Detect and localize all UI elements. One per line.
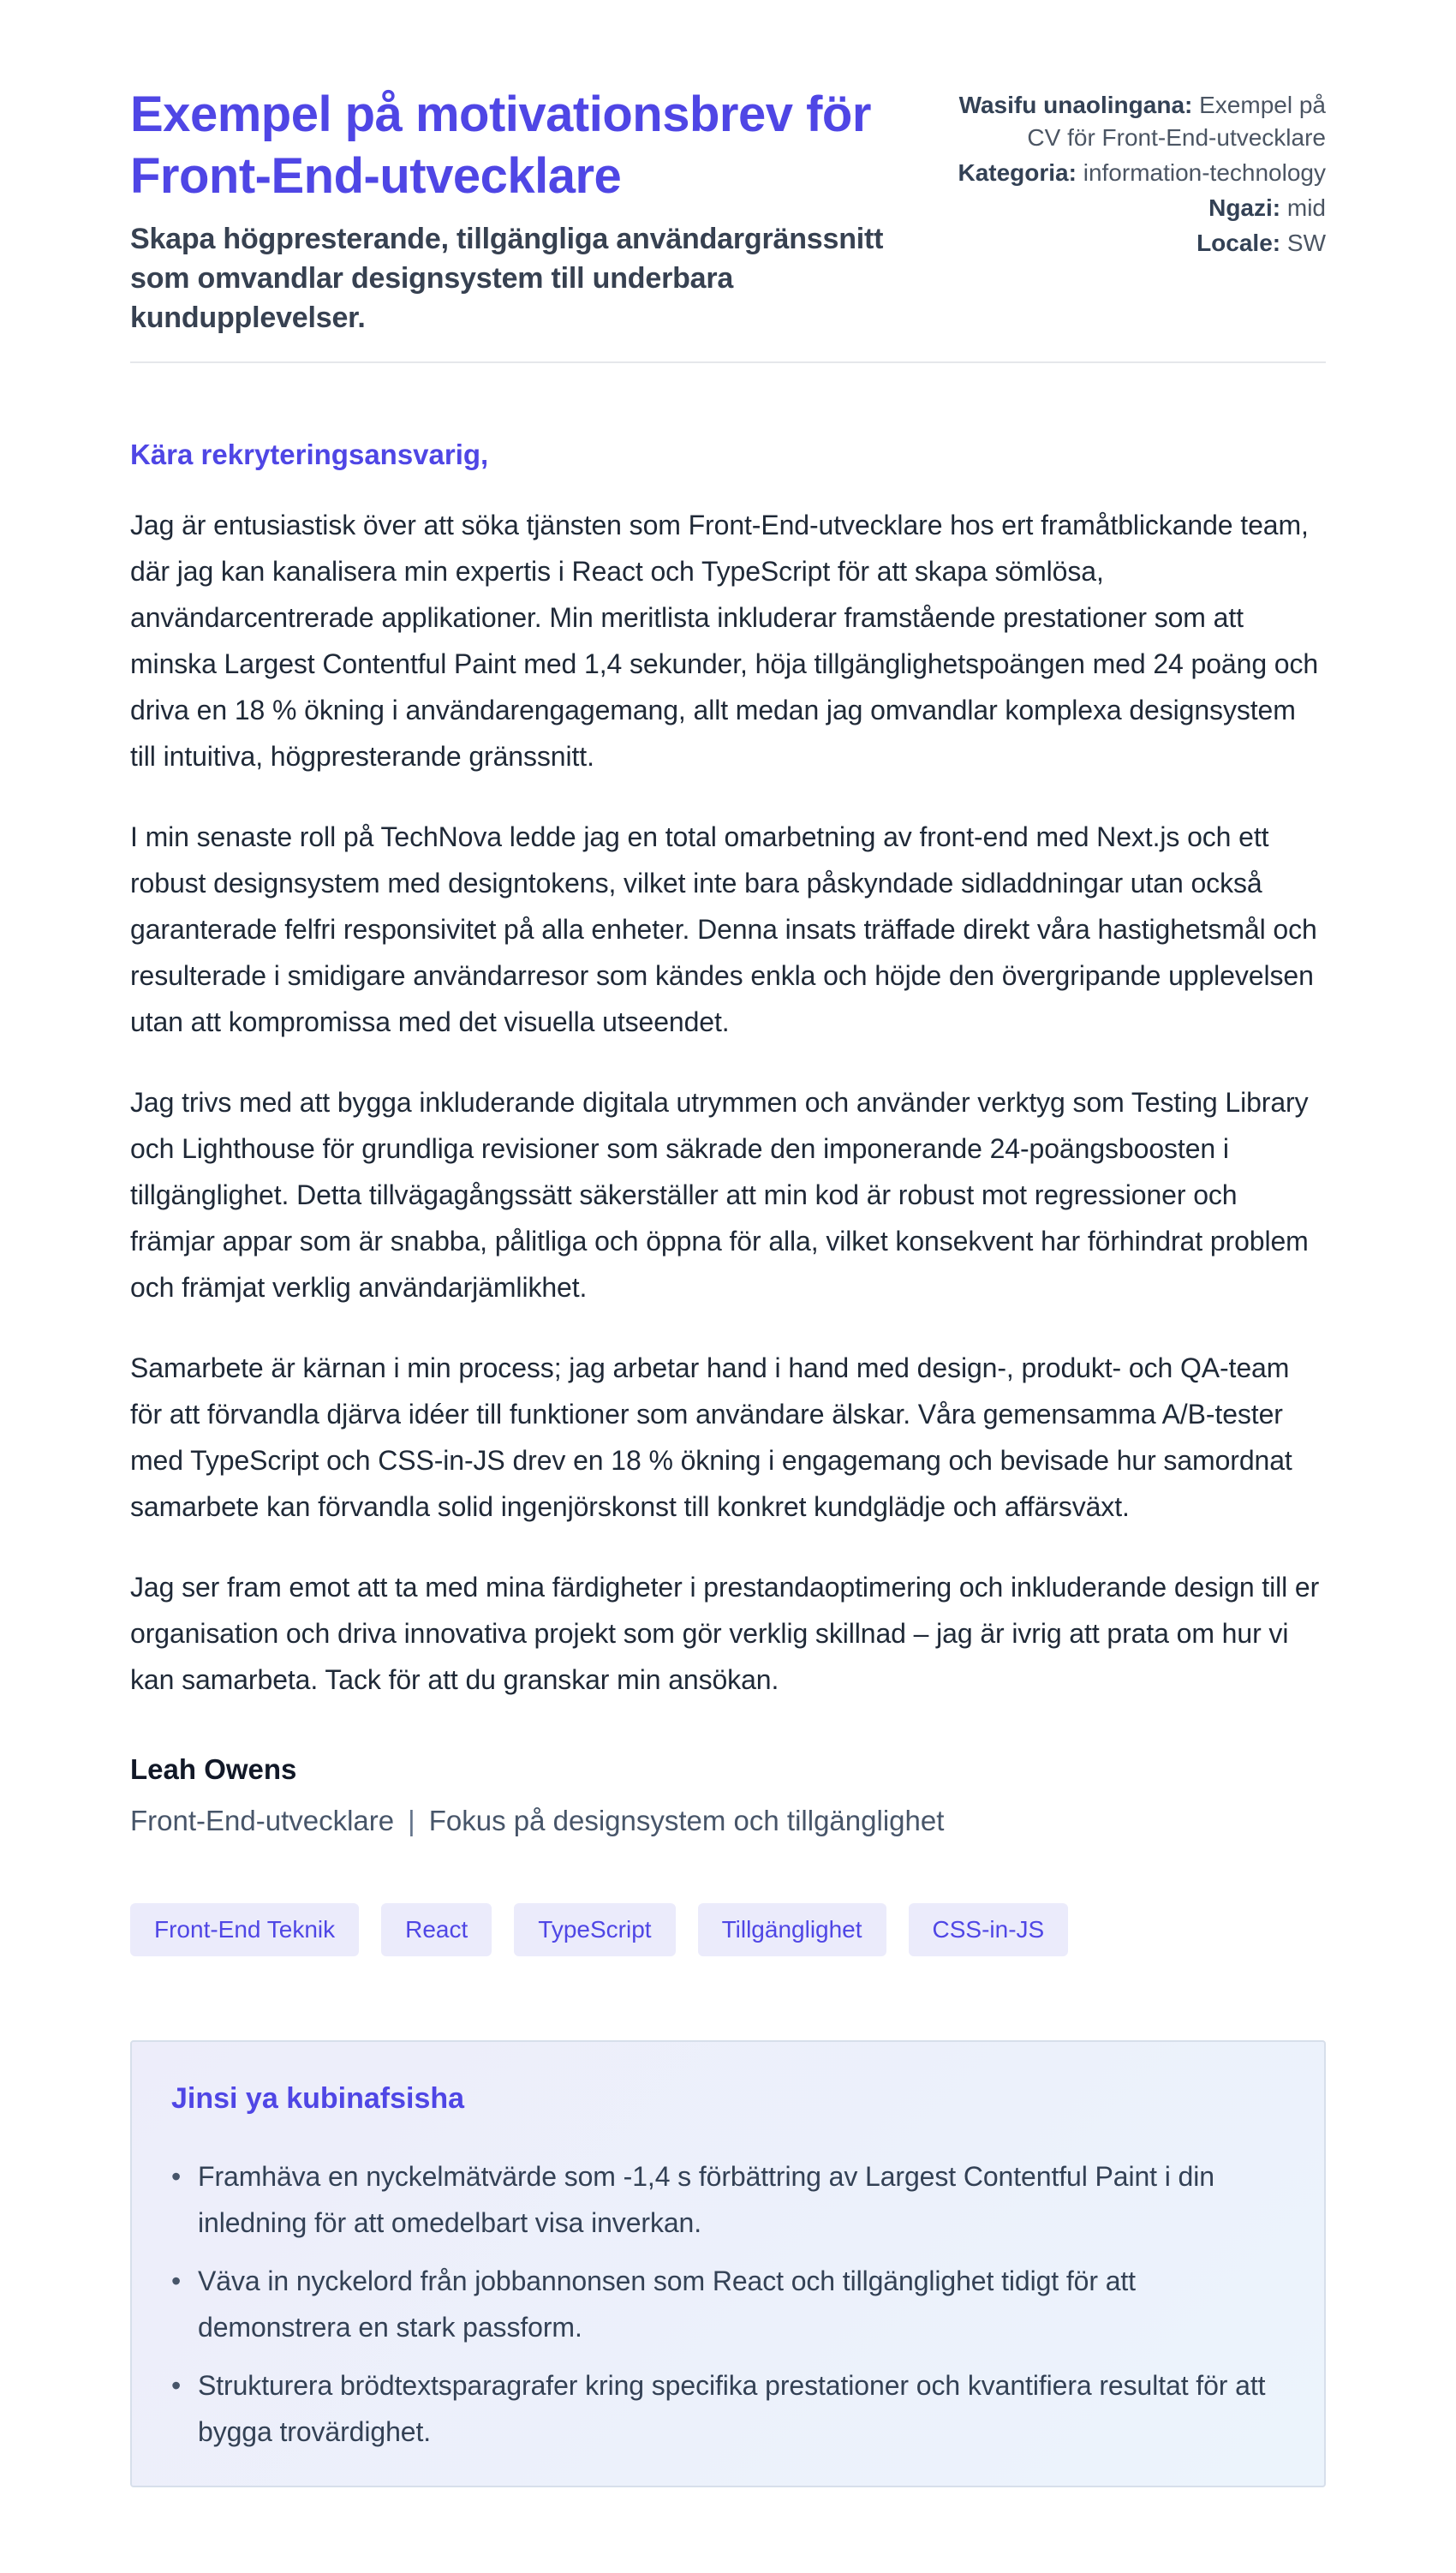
header-divider <box>130 361 1326 363</box>
tag-front-end-teknik: Front-End Teknik <box>130 1903 359 1956</box>
tag-list <box>130 1903 1326 1956</box>
signature-name: Leah Owens <box>130 1753 297 1785</box>
signature-block <box>130 1751 1326 1840</box>
meta-row-level <box>956 192 1326 224</box>
tip-item-1: • Framhäva en nyckelmätvärde som -1,4 s förbättring av Largest Contentful Paint i din inledning för att omedelbart visa inverkan. <box>171 2153 1276 2246</box>
meta-value: mid <box>1286 194 1326 221</box>
letter-greeting: Kära rekryteringsansvarig, <box>130 439 489 470</box>
meta-row-locale <box>956 227 1326 260</box>
page-title: Exempel på motivationsbrev för Front-End-utvecklare <box>130 87 871 204</box>
signature-role-line <box>130 1802 1326 1840</box>
letter-paragraph-3: Jag trivs med att bygga inkluderande digitala utrymmen och använder verktyg som Testing Library och Lighthouse för grundliga revisioner som säkrade den imponerande 24-poängsboosten i tillgänglighet. Detta tillvägagångssätt säkerställer att min kod är robust mot regressioner och främjar appar som är snabba, pålitliga och öppna för alla, vilket konsekvent har förhindrat problem och främjat verklig användarjämlikhet. <box>130 1087 1309 1303</box>
signature-focus: Fokus på designsystem och tillgänglighet <box>428 1805 945 1836</box>
meta-label: Locale: <box>1196 230 1281 256</box>
tips-list <box>171 2153 1276 2455</box>
meta-row-matching-resume <box>956 89 1326 154</box>
page-subtitle: Skapa högpresterande, tillgängliga användargränssnitt som omvandlar designsystem till underbara kundupplevelser. <box>130 223 884 334</box>
meta-value: information-technology <box>1083 159 1326 186</box>
letter-paragraph-2: I min senaste roll på TechNova ledde jag en total omarbetning av front-end med Next.js och ett robust designsystem med designtokens, vilket inte bara påskyndade sidladdningar utan också garanterade felfri responsivitet på alla enheter. Denna insats träffade direkt våra hastighetsmål och resulterade i smidigare användarresor som kändes enkla och höjde den övergripande upplevelsen utan att kompromissa med det visuella utseendet. <box>130 821 1317 1037</box>
meta-label: Ngazi: <box>1208 194 1281 221</box>
letter-body <box>130 435 1326 1840</box>
tag-typescript: TypeScript <box>514 1903 675 1956</box>
meta-label: Kategoria: <box>958 159 1077 186</box>
tip-item-3: • Strukturera brödtextsparagrafer kring specifika prestationer och kvantifiera resultat för att bygga trovärdighet. <box>171 2362 1276 2455</box>
meta-value: SW <box>1286 230 1326 256</box>
letter-paragraph-1: Jag är entusiastisk över att söka tjänsten som Front-End-utvecklare hos ert framåtblickande team, där jag kan kanalisera min expertis i React och TypeScript för att skapa sömlösa, användarcentrerade applikationer. Min meritlista inkluderar framstående prestationer som att minska Largest Contentful Paint med 1,4 sekunder, höja tillgänglighetspoängen med 24 poäng och driva en 18 % ökning i användarengagemang, allt medan jag omvandlar komplexa designsystem till intuitiva, högpresterande gränssnitt. <box>130 510 1319 772</box>
tag-tillganglighet: Tillgänglighet <box>698 1903 886 1956</box>
meta-label: Wasifu unaolingana: <box>958 92 1193 118</box>
meta-panel <box>956 84 1326 262</box>
meta-row-category <box>956 157 1326 189</box>
letter-paragraph-4: Samarbete är kärnan i min process; jag arbetar hand i hand med design-, produkt- och QA-team för att förvandla djärva idéer till funktioner som användare älskar. Våra gemensamma A/B-tester med TypeScript och CSS-in-JS drev en 18 % ökning i engagemang och bevisade hur samordnat samarbete kan förvandla solid ingenjörskonst till konkret kundglädje och affärsväxt. <box>130 1352 1292 1522</box>
tips-title: Jinsi ya kubinafsisha <box>171 2082 465 2115</box>
signature-separator: | <box>408 1805 415 1836</box>
tips-box <box>130 2040 1326 2487</box>
header <box>130 84 1326 337</box>
meta-value: Exempel på CV för Front-End-utvecklare <box>1027 92 1326 151</box>
tag-css-in-js: CSS-in-JS <box>909 1903 1069 1956</box>
letter-paragraph-5: Jag ser fram emot att ta med mina färdigheter i prestandaoptimering och inkluderande design till er organisation och driva innovativa projekt som gör verklig skillnad – jag är ivrig att prata om hur vi kan samarbeta. Tack för att du granskar min ansökan. <box>130 1572 1320 1695</box>
tag-react: React <box>381 1903 492 1956</box>
header-title-block <box>130 84 922 337</box>
signature-role: Front-End-utvecklare <box>130 1805 395 1836</box>
tip-item-2: • Väva in nyckelord från jobbannonsen som React och tillgänglighet tidigt för att demonstrera en stark passform. <box>171 2258 1276 2350</box>
